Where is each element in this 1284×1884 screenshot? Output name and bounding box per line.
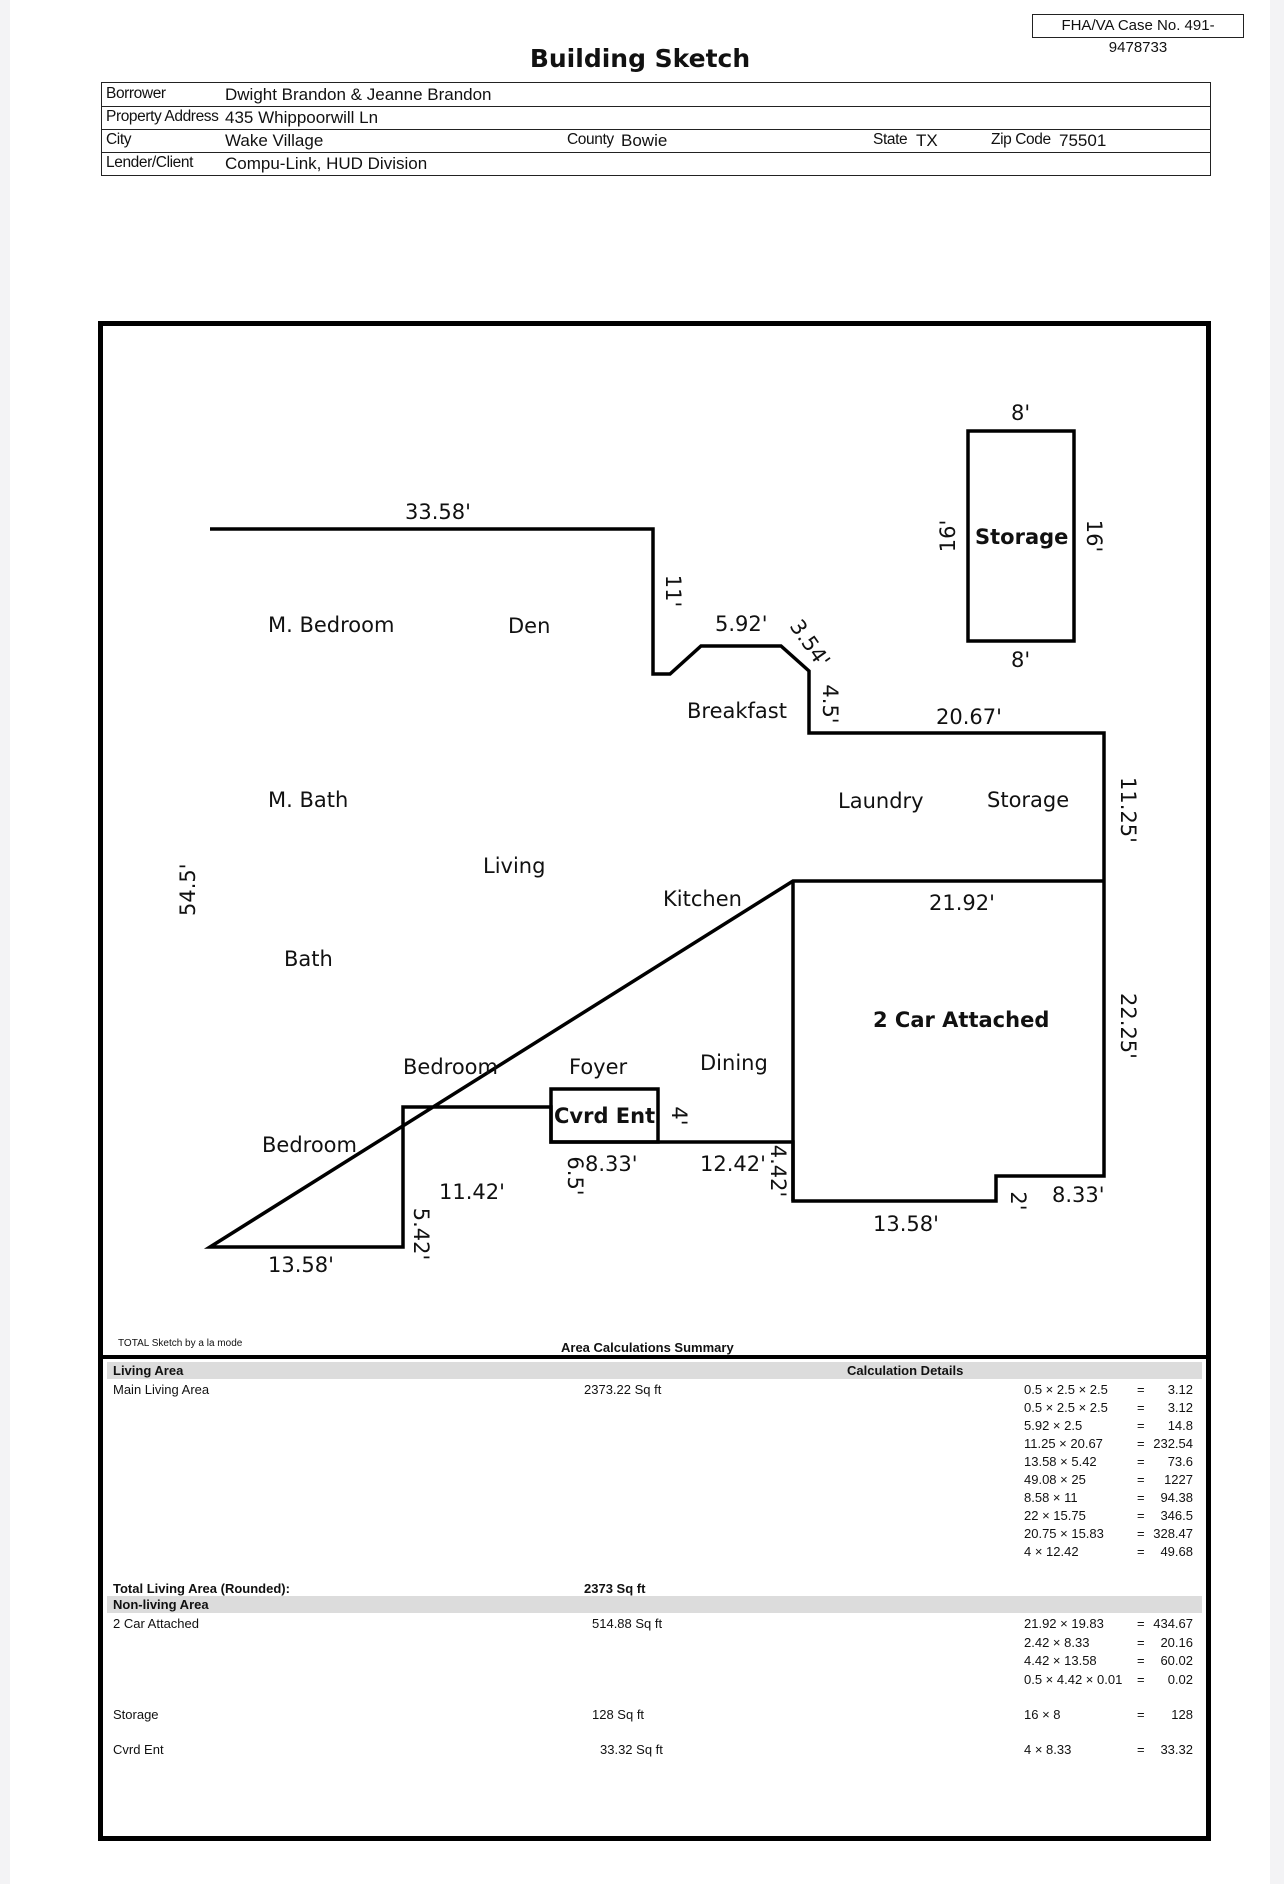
storage-area-label: Storage bbox=[113, 1707, 159, 1722]
dim-4-5: 4.5' bbox=[818, 684, 842, 724]
living-calc-result: 232.54 bbox=[1153, 1436, 1193, 1451]
city-row bbox=[102, 129, 1210, 153]
living-calc-equals: = bbox=[1137, 1490, 1145, 1505]
living-calc-equals: = bbox=[1137, 1418, 1145, 1433]
address-row bbox=[102, 106, 1210, 130]
dim-11-42: 11.42' bbox=[439, 1180, 505, 1204]
cvrd-calc-equals: = bbox=[1137, 1742, 1145, 1757]
dim-2: 2' bbox=[1006, 1191, 1030, 1211]
living-calc-result: 73.6 bbox=[1167, 1454, 1193, 1469]
living-calc-expr: 8.58 × 11 bbox=[1024, 1490, 1078, 1505]
dim-20-67: 20.67' bbox=[936, 705, 1002, 729]
living-calc-result: 3.12 bbox=[1167, 1382, 1193, 1397]
lender-label: Lender/Client bbox=[106, 154, 193, 171]
garage-calc-equals: = bbox=[1137, 1653, 1145, 1668]
living-calc-expr: 20.75 × 15.83 bbox=[1024, 1526, 1104, 1541]
dim-6-5: 6.5' bbox=[563, 1156, 587, 1196]
garage-calc-equals: = bbox=[1137, 1634, 1145, 1650]
county-value: Bowie bbox=[621, 131, 668, 150]
living-calc-expr: 11.25 × 20.67 bbox=[1024, 1436, 1103, 1451]
room-m-bedroom: M. Bedroom bbox=[268, 613, 395, 637]
living-calc-equals: = bbox=[1137, 1544, 1145, 1559]
cvrd-calc-expr: 4 × 8.33 bbox=[1024, 1742, 1072, 1757]
living-calc-expr: 4 × 12.42 bbox=[1024, 1544, 1079, 1559]
storage-calc-equals: = bbox=[1137, 1707, 1145, 1722]
garage-calc-expr: 4.42 × 13.58 bbox=[1024, 1653, 1097, 1668]
garage-calc-result: 0.02 bbox=[1167, 1671, 1193, 1687]
software-note: TOTAL Sketch by a la mode bbox=[118, 1338, 243, 1349]
cvrd-area-value: 33.32 Sq ft bbox=[600, 1742, 663, 1757]
room-foyer: Foyer bbox=[569, 1055, 628, 1079]
zip-value: 75501 bbox=[1059, 131, 1107, 150]
storage-building-label: Storage bbox=[975, 525, 1069, 549]
living-calc-expr: 5.92 × 2.5 bbox=[1024, 1418, 1083, 1433]
room-dining: Dining bbox=[700, 1051, 768, 1075]
storage-area-value: 128 Sq ft bbox=[592, 1707, 645, 1722]
main-living-label: Main Living Area bbox=[113, 1382, 210, 1397]
city-label: City bbox=[106, 131, 132, 148]
dim-4: 4' bbox=[667, 1106, 691, 1126]
living-calc-result: 3.12 bbox=[1167, 1400, 1193, 1415]
dim-storage-right: 16' bbox=[1082, 519, 1106, 553]
living-calc-expr: 0.5 × 2.5 × 2.5 bbox=[1024, 1400, 1108, 1415]
dim-storage-bottom: 8' bbox=[1011, 648, 1031, 672]
garage-calc-expr: 21.92 × 19.83 bbox=[1024, 1616, 1104, 1631]
room-m-bath: M. Bath bbox=[268, 788, 349, 812]
living-calc-result: 94.38 bbox=[1160, 1490, 1193, 1505]
summary-divider bbox=[103, 1355, 1206, 1359]
dim-8-33-right: 8.33' bbox=[1052, 1183, 1105, 1207]
living-calc-result: 346.5 bbox=[1160, 1508, 1193, 1523]
dim-21-92: 21.92' bbox=[929, 891, 995, 915]
state-label: State bbox=[873, 131, 908, 148]
living-calc-equals: = bbox=[1137, 1508, 1145, 1523]
dim-5-42: 5.42' bbox=[409, 1207, 433, 1261]
dim-8-33-center: 8.33' bbox=[585, 1152, 638, 1176]
room-bedroom-2: Bedroom bbox=[262, 1133, 357, 1157]
main-living-value: 2373.22 Sq ft bbox=[584, 1382, 662, 1397]
living-calc-equals: = bbox=[1137, 1454, 1145, 1469]
case-number-box: FHA/VA Case No. 491-9478733 bbox=[1032, 14, 1244, 38]
living-calc-result: 1227 bbox=[1164, 1472, 1193, 1487]
room-breakfast: Breakfast bbox=[687, 699, 787, 723]
storage-calc-result: 128 bbox=[1171, 1707, 1193, 1722]
lender-value: Compu-Link, HUD Division bbox=[225, 154, 428, 173]
dim-storage-top: 8' bbox=[1011, 401, 1031, 425]
room-den: Den bbox=[508, 614, 551, 638]
covered-entry-label: Cvrd Ent bbox=[554, 1104, 656, 1128]
living-calc-result: 328.47 bbox=[1153, 1526, 1193, 1541]
lender-row bbox=[102, 152, 1210, 174]
storage-calc-expr: 16 × 8 bbox=[1024, 1707, 1061, 1722]
living-calc-expr: 0.5 × 2.5 × 2.5 bbox=[1024, 1382, 1108, 1397]
page-title: Building Sketch bbox=[529, 44, 751, 73]
living-calc-equals: = bbox=[1137, 1526, 1145, 1541]
cvrd-calc-result: 33.32 bbox=[1160, 1742, 1193, 1757]
room-bedroom-1: Bedroom bbox=[403, 1055, 498, 1079]
garage-calc-result: 20.16 bbox=[1160, 1634, 1193, 1650]
living-calc-result: 49.68 bbox=[1160, 1544, 1193, 1559]
borrower-value: Dwight Brandon & Jeanne Brandon bbox=[225, 85, 492, 104]
dim-5-92: 5.92' bbox=[715, 612, 768, 636]
dim-left: 54.5' bbox=[176, 863, 200, 916]
living-area-label: Living Area bbox=[113, 1363, 184, 1378]
living-calc-expr: 13.58 × 5.42 bbox=[1024, 1454, 1097, 1469]
room-kitchen: Kitchen bbox=[663, 887, 742, 911]
living-area-band bbox=[107, 1362, 1202, 1379]
dim-13-58-bottom: 13.58' bbox=[873, 1212, 939, 1236]
header-table bbox=[101, 82, 1211, 176]
state-value: TX bbox=[916, 131, 938, 150]
borrower-label: Borrower bbox=[106, 85, 166, 102]
total-living-value: 2373 Sq ft bbox=[584, 1581, 646, 1596]
room-storage-inner: Storage bbox=[987, 788, 1070, 812]
garage-calc-result: 60.02 bbox=[1160, 1653, 1193, 1668]
room-bath: Bath bbox=[284, 947, 333, 971]
dim-3-54: 3.54' bbox=[784, 615, 835, 672]
summary-title: Area Calculations Summary bbox=[561, 1340, 734, 1355]
dim-11: 11' bbox=[661, 574, 685, 608]
garage-calc-equals: = bbox=[1137, 1616, 1145, 1631]
dim-storage-left: 16' bbox=[936, 519, 960, 553]
zip-label: Zip Code bbox=[991, 131, 1051, 148]
address-value: 435 Whippoorwill Ln bbox=[225, 108, 379, 127]
garage-calc-expr: 0.5 × 4.42 × 0.01 bbox=[1024, 1671, 1123, 1687]
room-laundry: Laundry bbox=[838, 789, 924, 813]
living-calc-result: 14.8 bbox=[1167, 1418, 1193, 1433]
garage-calc-equals: = bbox=[1137, 1671, 1145, 1687]
dim-12-42: 12.42' bbox=[700, 1152, 766, 1176]
document-sheet bbox=[10, 0, 1270, 1884]
dim-13-58-left: 13.58' bbox=[268, 1253, 334, 1277]
city-value: Wake Village bbox=[225, 131, 324, 150]
garage-calc-expr: 2.42 × 8.33 bbox=[1024, 1634, 1090, 1650]
living-calc-expr: 22 × 15.75 bbox=[1024, 1508, 1086, 1523]
living-calc-equals: = bbox=[1137, 1400, 1145, 1415]
garage-calc-result: 434.67 bbox=[1153, 1616, 1193, 1631]
county-label: County bbox=[567, 131, 614, 148]
calc-details-label: Calculation Details bbox=[847, 1363, 964, 1378]
non-living-band bbox=[107, 1596, 1202, 1613]
sketch-frame bbox=[98, 321, 1211, 1841]
cvrd-area-label: Cvrd Ent bbox=[113, 1742, 164, 1757]
dim-top: 33.58' bbox=[405, 500, 471, 524]
address-label: Property Address bbox=[106, 108, 219, 125]
garage-label: 2 Car Attached bbox=[873, 1008, 1050, 1032]
dim-4-42: 4.42' bbox=[766, 1144, 790, 1198]
borrower-row bbox=[102, 83, 1210, 107]
living-calc-equals: = bbox=[1137, 1472, 1145, 1487]
dim-22-25: 22.25' bbox=[1116, 993, 1140, 1059]
garage-area-value: 514.88 Sq ft bbox=[592, 1616, 663, 1631]
living-calc-equals: = bbox=[1137, 1436, 1145, 1451]
living-calc-expr: 49.08 × 25 bbox=[1024, 1472, 1086, 1487]
living-calc-equals: = bbox=[1137, 1382, 1145, 1397]
total-living-label: Total Living Area (Rounded): bbox=[113, 1581, 290, 1596]
non-living-label: Non-living Area bbox=[113, 1597, 209, 1612]
dim-11-25: 11.25' bbox=[1116, 777, 1140, 843]
garage-area-label: 2 Car Attached bbox=[113, 1616, 199, 1631]
room-living: Living bbox=[483, 854, 546, 878]
